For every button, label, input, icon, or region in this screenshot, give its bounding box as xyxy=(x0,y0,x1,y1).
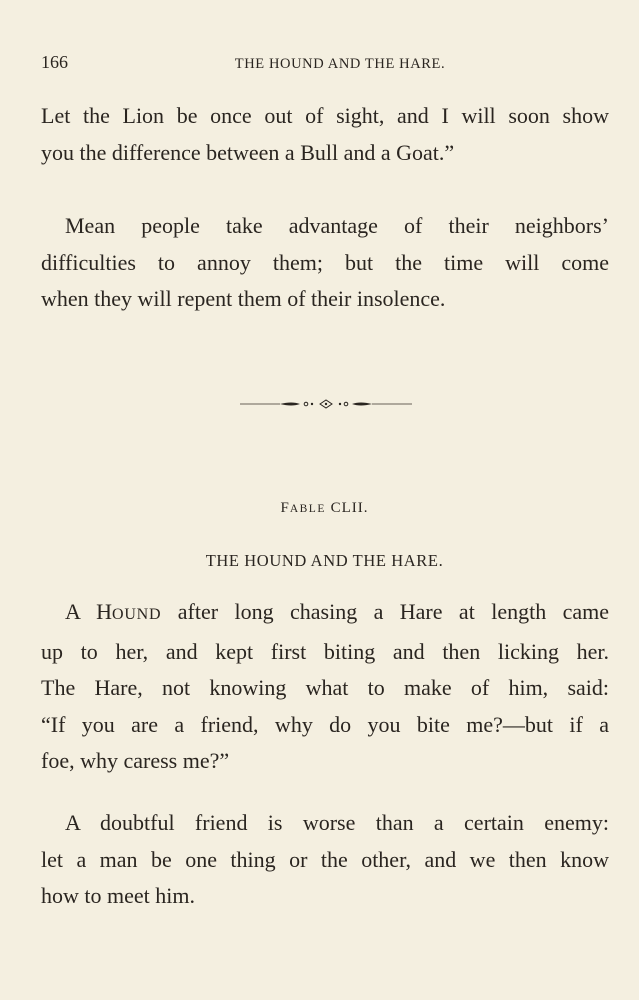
text-line: how to meet him. xyxy=(41,883,195,908)
fable-label-rest: ABLE xyxy=(289,503,326,515)
fable-title: THE HOUND AND THE HARE. xyxy=(205,551,444,570)
fable-number xyxy=(0,500,639,517)
text-line-first xyxy=(41,594,609,634)
text-line: Let the Lion be once out of sight, and I will soon show xyxy=(41,103,609,128)
text-line: “If you are a friend, why do you bite me?—but if a xyxy=(41,711,609,737)
text-line: Mean people take advantage of their neighbors’ xyxy=(65,213,609,238)
text-line: difficulties to annoy them; but the time will come xyxy=(41,249,609,275)
running-head xyxy=(41,52,609,76)
text-line: foe, why caress me?” xyxy=(41,748,230,773)
text-line: let a man be one thing or the other, and we then know xyxy=(41,846,609,872)
moral-paragraph xyxy=(41,208,609,318)
text-line: when they will repent them of their insolence. xyxy=(41,286,446,311)
page-number: 166 xyxy=(41,52,68,72)
fable-body-paragraph xyxy=(41,594,609,780)
fable-label-initial: F xyxy=(280,500,290,516)
text-line-rest: after long chasing a Hare at length came xyxy=(161,599,610,624)
text-line: you the difference between a Bull and a Goat.” xyxy=(41,139,455,165)
paragraph-continuation xyxy=(41,98,609,171)
text-line: The Hare, not knowing what to make of him, said: xyxy=(41,675,609,700)
running-title: THE HOUND AND THE HARE. xyxy=(234,56,446,72)
moral-paragraph xyxy=(41,805,609,915)
text-line: up to her, and kept first biting and then licking her. xyxy=(41,638,609,664)
lead-smallcaps: OUND xyxy=(111,606,162,623)
lead-initials: A H xyxy=(65,599,112,624)
ornament-divider-icon xyxy=(240,396,412,412)
fable-numeral: CLII. xyxy=(330,500,369,516)
text-line: A doubtful friend is worse than a certain enemy: xyxy=(65,810,609,835)
